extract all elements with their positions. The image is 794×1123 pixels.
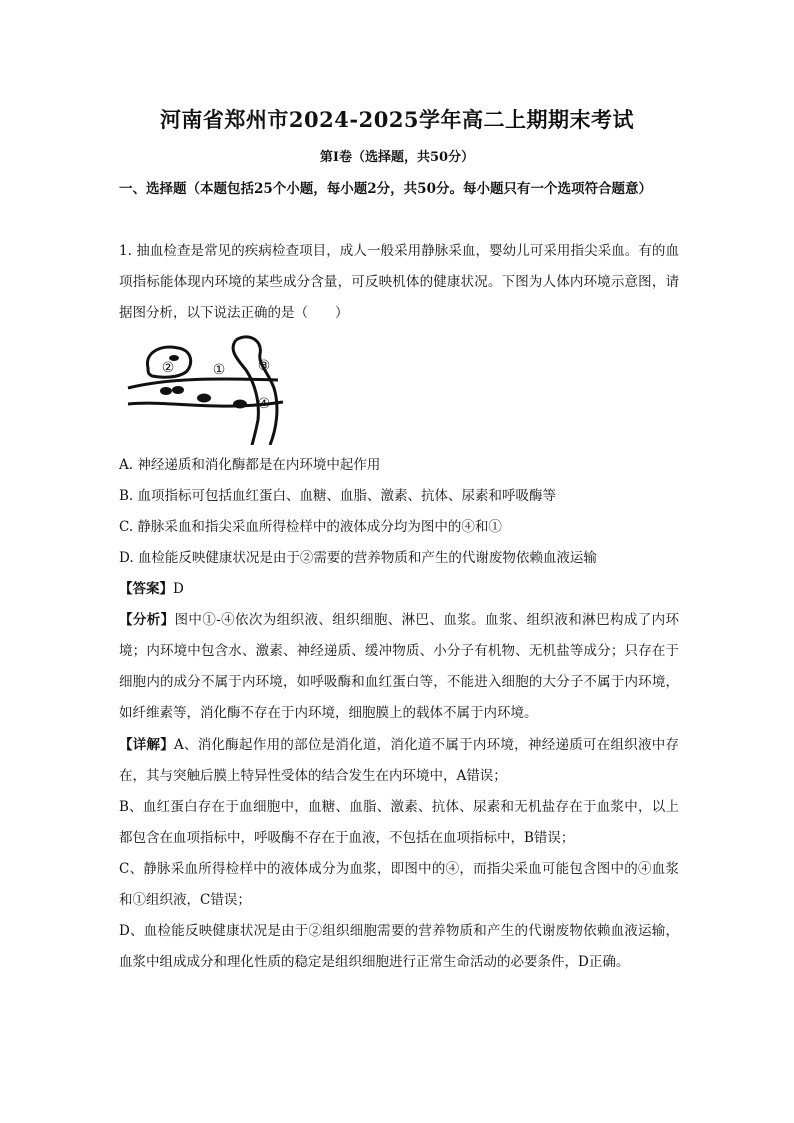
internal-environment-figure xyxy=(118,330,293,445)
lymph-vessel-inner-shape xyxy=(233,340,258,445)
option-b: B. 血项指标可包括血红蛋白、血糖、血脂、激素、抗体、尿素和呼吸酶等 xyxy=(119,488,557,504)
option-d: D. 血检能反映健康状况是由于②需要的营养物质和产生的代谢废物依赖血液运输 xyxy=(119,550,597,566)
option-a: A. 神经递质和消化酶都是在内环境中起作用 xyxy=(119,457,381,473)
figure-label-1: ① xyxy=(212,362,226,378)
explanation-c: C、静脉采血所得检样中的液体成分为血浆，即图中的④，而指尖采血可能包含图中的④血浆和①组织液，C错误； xyxy=(119,861,679,908)
analysis-text: 图中①-④依次为组织液、组织细胞、淋巴、血浆。血浆、组织液和淋巴构成了内环境；内环境中包含水、激素、神经递质、缓冲物质、小分子有机物、无机盐等成分；只存在于细胞内的成分不属于内环境，如呼吸酶和血红蛋白等，不能进入细胞的大分子不属于内环境，如纤维素等，消化酶不存在于内环境，细胞膜上的载体不属于内环境。 xyxy=(119,612,680,721)
answer-value: D xyxy=(173,581,184,597)
answer-line xyxy=(119,574,679,605)
explanation-a xyxy=(119,730,679,792)
blood-cell-shape xyxy=(197,394,211,403)
analysis-paragraph xyxy=(119,605,679,729)
figure-label-2: ② xyxy=(161,360,175,376)
blood-cell-shape xyxy=(233,400,247,409)
page-title: 河南省郑州市2024-2025学年高二上期期末考试 xyxy=(159,107,635,132)
figure-label-4: ④ xyxy=(257,396,271,412)
explanation-tag: 【详解】 xyxy=(119,737,175,753)
analysis-tag: 【分析】 xyxy=(119,612,175,628)
blood-cell-shape xyxy=(172,386,184,394)
answer-tag: 【答案】 xyxy=(119,581,173,597)
question-stem: 1. 抽血检查是常见的疾病检查项目，成人一般采用静脉采血，婴幼儿可采用指尖采血。有的血项指标能体现内环境的某些成分含量，可反映机体的健康状况。下图为人体内环境示意图，请据图分析，以下说法正确的是（ ） xyxy=(119,243,679,321)
explanation-a-text: A、消化酶起作用的部位是消化道，消化道不属于内环境，神经递质可在组织液中存在，其与突触后膜上特异性受体的结合发生在内环境中，A错误； xyxy=(119,737,680,784)
figure-label-3: ③ xyxy=(257,358,271,374)
section-heading: 一、选择题（本题包括25个小题，每小题2分，共50分。每小题只有一个选项符合题意） xyxy=(119,181,652,197)
blood-cell-shape xyxy=(160,387,172,395)
option-c: C. 静脉采血和指尖采血所得检样中的液体成分均为图中的④和① xyxy=(119,519,502,535)
section-subtitle: 第I卷（选择题，共50分） xyxy=(319,150,475,165)
explanation-d: D、血检能反映健康状况是由于②组织细胞需要的营养物质和产生的代谢废物依赖血液运输，血浆中组成成分和理化性质的稳定是组织细胞进行正常生命活动的必要条件，D正确。 xyxy=(119,923,679,970)
explanation-b: B、血红蛋白存在于血细胞中，血糖、血脂、激素、抗体、尿素和无机盐存在于血浆中，以上都包含在血项指标中，呼吸酶不存在于血液，不包括在血项指标中，B错误； xyxy=(119,799,679,846)
